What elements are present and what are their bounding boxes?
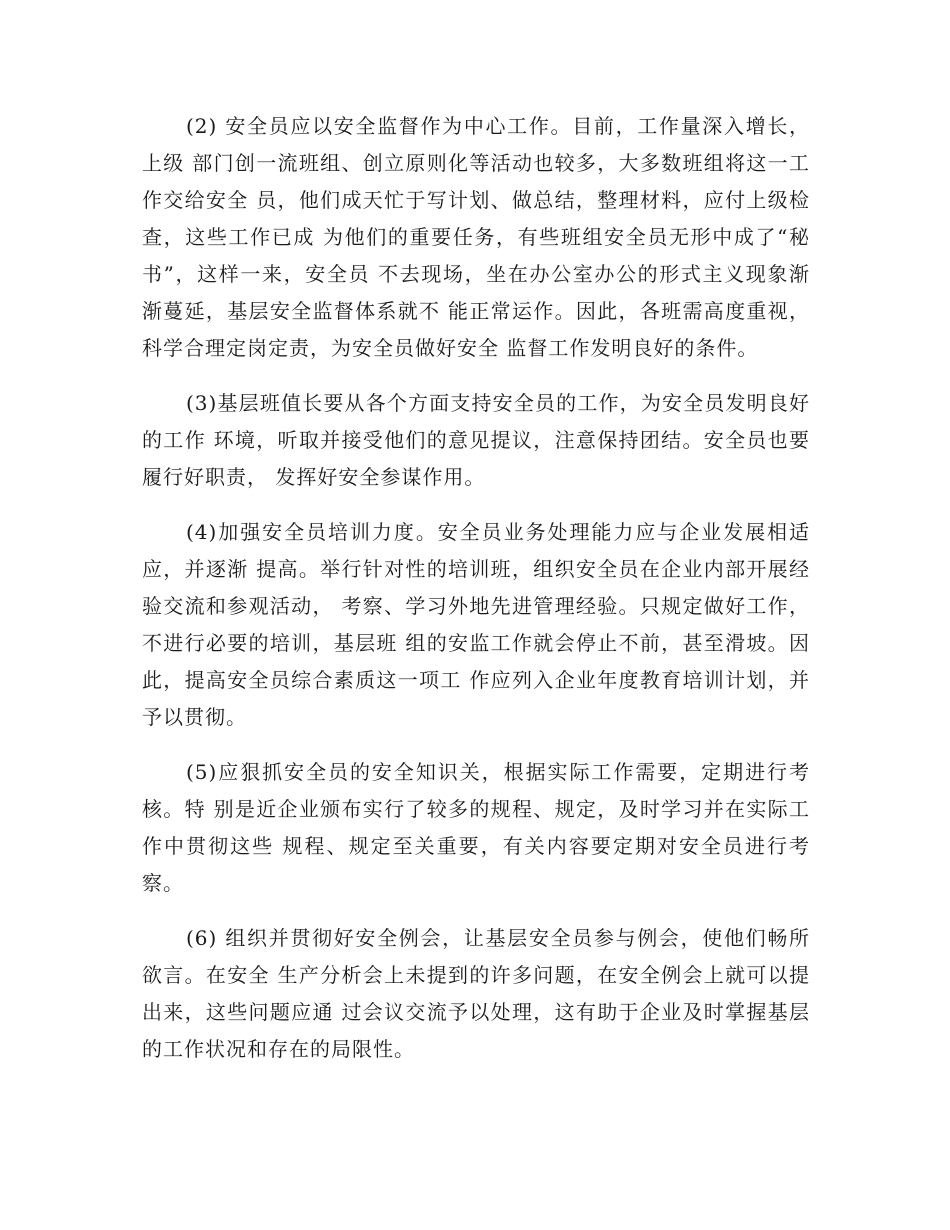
document-body xyxy=(142,108,810,1086)
paragraph-6: (6) 组织并贯彻好安全例会，让基层安全员参与例会，使他们畅所欲言。在安全 生产分析会上未提到的许多问题，在安全例会上就可以提出来，这些问题应通 过会议交流予以处理，这有助于企业及时掌握基层的工作状况和存在的局限性。 xyxy=(142,926,810,1061)
paragraph-3: (3)基层班值长要从各个方面支持安全员的工作，为安全员发明良好的工作 环境，听取并接受他们的意见提议，注意保持团结。安全员也要履行好职责， 发挥好安全参谋作用。 xyxy=(142,391,810,489)
paragraph-4: (4)加强安全员培训力度。安全员业务处理能力应与企业发展相适应，并逐渐 提高。举行针对性的培训班，组织安全员在企业内部开展经验交流和参观活动， 考察、学习外地先进管理经验。只规定做好工作，不进行必要的培训，基层班 组的安监工作就会停止不前，甚至滑坡。因此，提高安全员综合素质这一项工 作应列入企业年度教育培训计划，并予以贯彻。 xyxy=(142,520,810,729)
paragraph-2: (2) 安全员应以安全监督作为中心工作。目前，工作量深入增长，上级 部门创一流班组、创立原则化等活动也较多，大多数班组将这一工作交给安全 员，他们成天忙于写计划、做总结，整理材料，应付上级检查，这些工作已成 为他们的重要任务，有些班组安全员无形中成了“秘书”，这样一来，安全员 不去现场，坐在办公室办公的形式主义现象渐渐蔓延，基层安全监督体系就不 能正常运作。因此，各班需高度重视，科学合理定岗定责，为安全员做好安全 监督工作发明良好的条件。 xyxy=(142,114,810,360)
paragraph-5: (5)应狠抓安全员的安全知识关，根据实际工作需要，定期进行考核。特 别是近企业颁布实行了较多的规程、规定，及时学习并在实际工作中贯彻这些 规程、规定至关重要，有关内容要定期对安全员进行考察。 xyxy=(142,760,810,895)
